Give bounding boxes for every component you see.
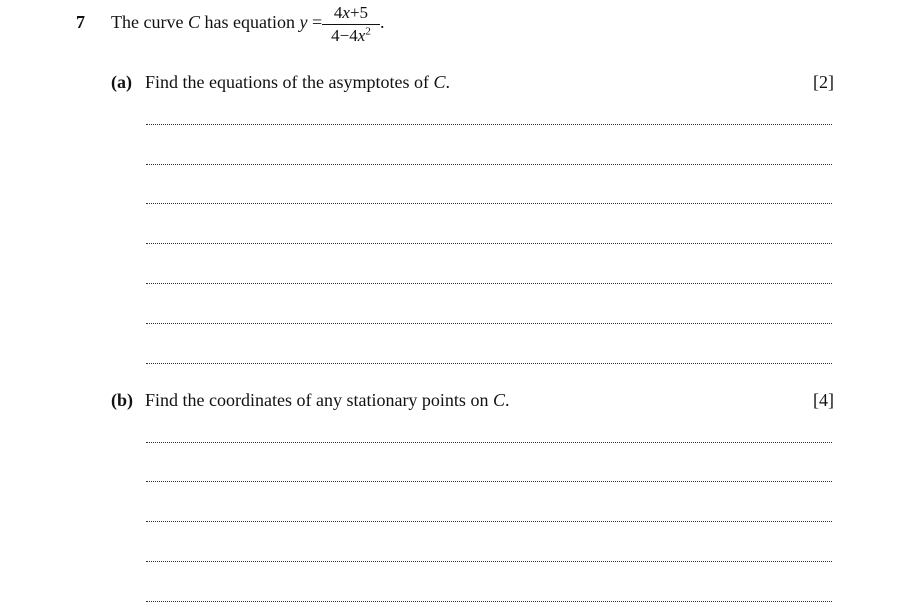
part-b-prompt [111,390,509,411]
numerator-rest: +5 [349,3,369,22]
part-b-text: Find the coordinates of any stationary points on [145,390,493,410]
y-symbol: y [299,12,308,32]
part-b-curve-symbol: C [492,390,505,410]
fraction-numerator [322,3,380,25]
part-a-answer-line[interactable] [146,124,832,125]
denominator-constant: 4−4 [331,26,358,45]
part-a-answer-line[interactable] [146,323,832,324]
stem-text-middle: has equation [199,12,300,32]
part-a-answer-line[interactable] [146,363,832,364]
numerator-coefficient: 4 [333,3,343,22]
stem-text-before: The curve [111,12,188,32]
part-b-answer-line[interactable] [146,442,832,443]
part-a-answer-line[interactable] [146,164,832,165]
numerator-variable: x [342,3,350,22]
question-stem [111,12,322,33]
part-b-marks: [4] [813,390,834,410]
part-b-answer-line[interactable] [146,481,832,482]
part-b-label: (b) [111,390,133,410]
equals-sign: = [307,12,323,32]
part-a-text: Find the equations of the asymptotes of [145,72,434,92]
denominator-variable: x [357,26,366,45]
curve-symbol: C [187,12,200,32]
part-a-end: . [445,72,450,92]
question-number: 7 [76,12,85,32]
part-a-curve-symbol: C [433,72,446,92]
equation-full-stop: . [380,12,385,32]
fraction-denominator [322,25,380,46]
part-b-end: . [504,390,510,410]
part-a-label: (a) [111,72,132,92]
part-a-answer-line[interactable] [146,203,832,204]
part-a-answer-line[interactable] [146,243,832,244]
part-a-answer-line[interactable] [146,283,832,284]
equation-fraction [322,3,380,46]
part-a-prompt [111,72,450,93]
part-b-answer-line[interactable] [146,521,832,522]
part-a-marks: [2] [813,72,834,92]
denominator-exponent: 2 [365,25,371,38]
part-b-answer-line[interactable] [146,561,832,562]
part-b-answer-line[interactable] [146,601,832,602]
